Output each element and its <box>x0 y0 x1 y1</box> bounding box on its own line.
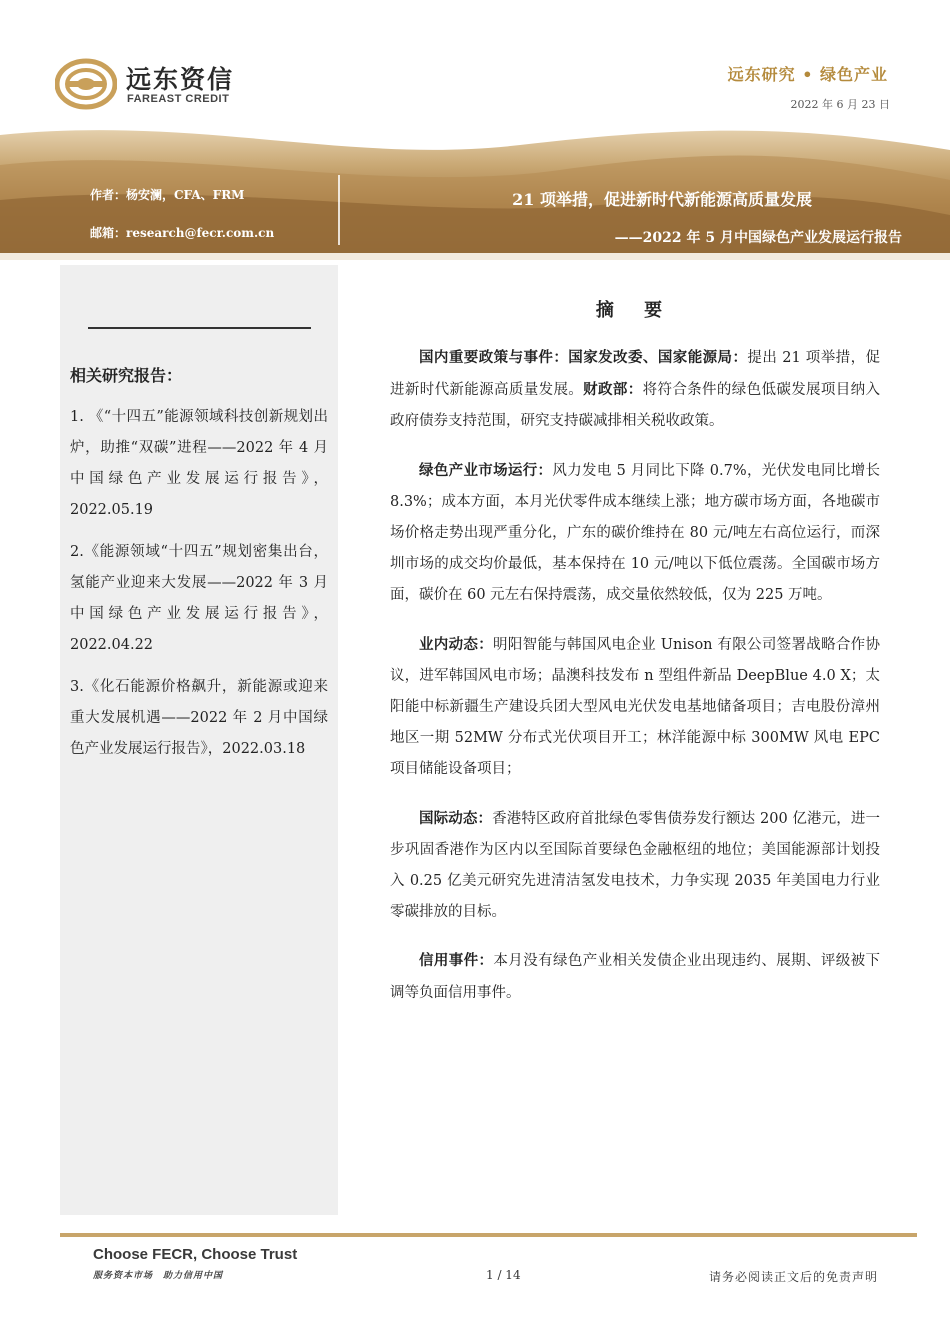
footer-tagline: Choose FECR, Choose Trust <box>93 1246 298 1263</box>
abstract-market-paragraph <box>390 455 880 612</box>
market-label: 绿色产业市场运行： <box>419 461 553 479</box>
related-report-item[interactable]: 2.《能源领域“十四五”规划密集出台，氢能产业迎来大发展——2022 年 3 月中国绿色产业发展运行报告》，2022.04.22 <box>70 544 328 653</box>
author-line: 作者：杨安澜，CFA、FRM <box>90 188 245 202</box>
title-banner <box>0 125 950 260</box>
related-reports-list <box>70 402 328 776</box>
abstract-section <box>390 265 880 1026</box>
related-report-item[interactable]: 1. 《“十四五”能源领域科技创新规划出炉，助推“双碳”进程——2022 年 4 月中国绿色产业发展运行报告》，2022.05.19 <box>70 409 328 518</box>
abstract-industry-paragraph <box>390 629 880 786</box>
industry-text: 明阳智能与韩国风电企业 Unison 有限公司签署战略合作协议，进军韩国风电市场；晶澳科技发布 n 型组件新品 DeepBlue 4.0 X；太阳能中标新疆生产建设兵团大型风电光伏发电基地储备项目；吉电股份漳州地区一期 52MW 分布式光伏项目开工；林洋能源中标 300MW 风电 EPC 项目储能设备项目； <box>390 636 880 778</box>
page-number: 1 / 14 <box>486 1268 521 1282</box>
abstract-international-paragraph <box>390 803 880 929</box>
banner-divider <box>338 175 340 245</box>
policy-text: 提出 21 项举措，促进新时代新能源高质量发展。 <box>390 350 880 399</box>
abstract-credit-paragraph <box>390 945 880 1008</box>
international-text: 香港特区政府首批绿色零售债券发行额达 200 亿港元，进一步巩固香港作为区内以至国际首要绿色金融枢纽的地位；美国能源部计划投入 0.25 亿美元研究先进清洁氢发电技术，力争实现 2035 年美国电力行业零碳排放的目标。 <box>390 810 880 921</box>
abstract-policy-paragraph <box>390 342 880 438</box>
abstract-title: 摘 要 <box>595 300 675 321</box>
mof-label: 财政部： <box>583 381 643 399</box>
international-label: 国际动态： <box>419 809 493 827</box>
footer-slogan: 服务资本市场 助力信用中国 <box>93 1271 224 1281</box>
sidebar-rule <box>88 327 311 329</box>
sidebar-heading: 相关研究报告： <box>70 366 183 385</box>
report-series: 远东研究 • 绿色产业 <box>727 65 888 84</box>
disclaimer-note: 请务必阅读正文后的免责声明 <box>708 1270 878 1284</box>
report-date: 2022 年 6 月 23 日 <box>790 98 890 111</box>
fareast-logo-icon <box>55 58 117 110</box>
mof-text: 将符合条件的绿色低碳发展项目纳入政府债券支持范围，研究支持碳减排相关税收政策。 <box>390 382 880 430</box>
policy-label: 国内重要政策与事件：国家发改委、国家能源局： <box>419 349 748 366</box>
credit-label: 信用事件： <box>419 952 494 970</box>
page-header <box>0 0 950 130</box>
report-title: 21 项举措，促进新时代新能源高质量发展 <box>512 190 812 209</box>
related-reports-sidebar <box>60 265 338 1215</box>
industry-label: 业内动态： <box>419 635 494 653</box>
email-line: 邮箱：research@fecr.com.cn <box>90 226 275 240</box>
related-report-item[interactable]: 3.《化石能源价格飙升，新能源或迎来重大发展机遇——2022 年 2 月中国绿色产业发展运行报告》，2022.03.18 <box>70 679 328 757</box>
logo-chinese-name: 远东资信 <box>126 65 235 94</box>
credit-text: 本月没有绿色产业相关发债企业出现违约、展期、评级被下调等负面信用事件。 <box>390 953 881 1001</box>
footer-rule <box>60 1233 917 1237</box>
market-text: 风力发电 5 月同比下降 0.7%，光伏发电同比增长 8.3%；成本方面，本月光伏零件成本继续上涨；地方碳市场方面，各地碳市场价格走势出现严重分化，广东的碳价维持在 80 元/吨左右高位运行，而深圳市场的成交均价最低，基本保持在 10 元/吨以下低位震荡。全国碳市场方面，碳价在 60 元左右保持震荡，成交量依然较低，仅为 225 万吨。 <box>390 462 881 604</box>
report-subtitle: ——2022 年 5 月中国绿色产业发展运行报告 <box>614 230 902 246</box>
logo-english-name: FAREAST CREDIT <box>127 93 230 105</box>
